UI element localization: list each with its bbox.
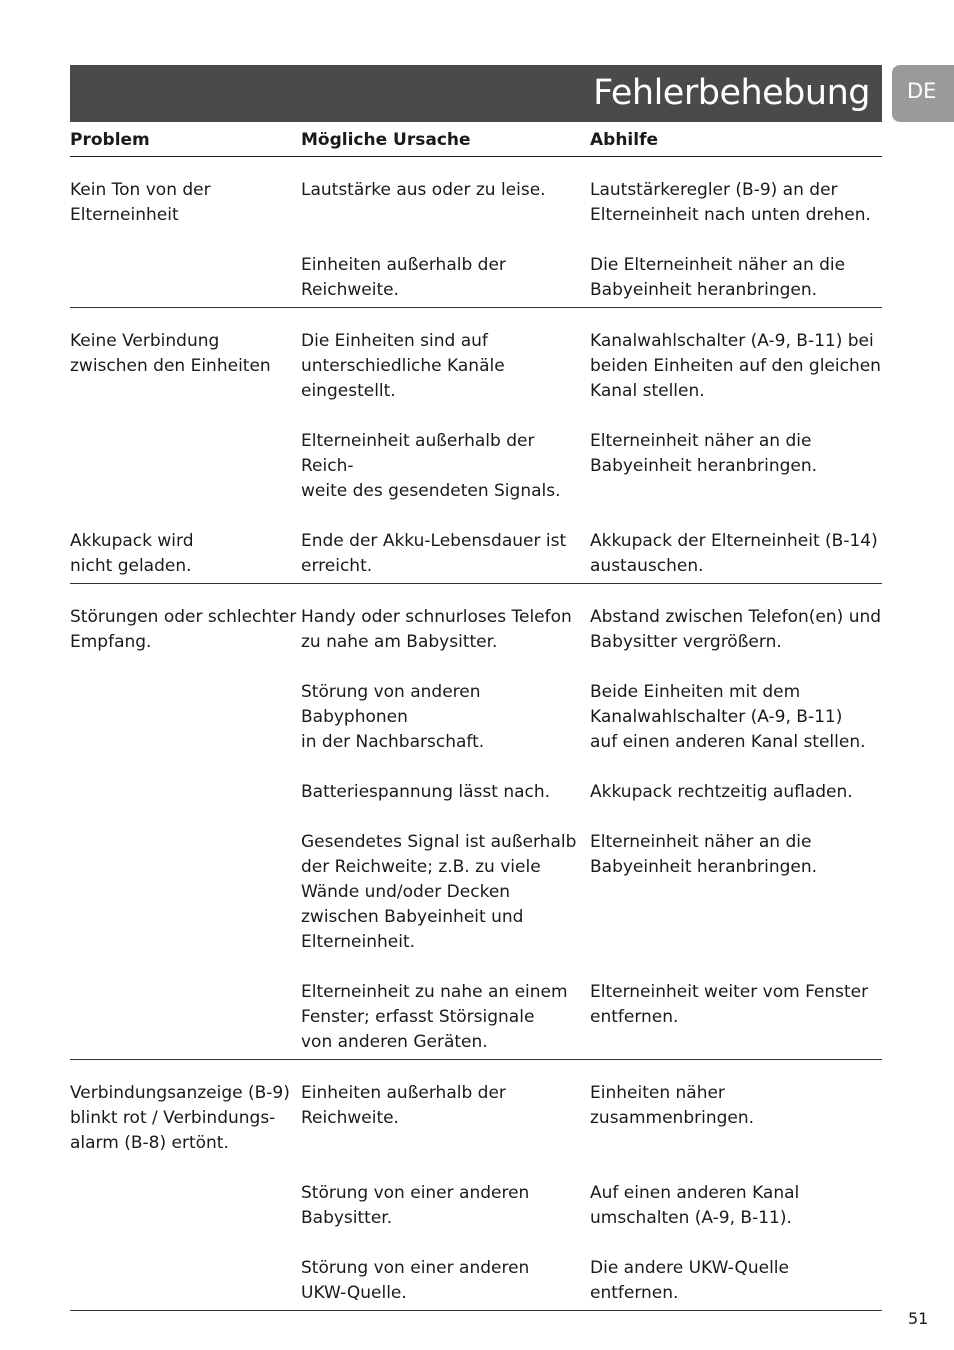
remedy-cell: Beide Einheiten mit dem Kanalwahlschalter (A-9, B-11) auf einen anderen Kanal stellen. — [590, 682, 866, 752]
cause-cell: Batteriespannung lässt nach. — [301, 782, 551, 802]
cause-cell: Handy oder schnurloses Telefon zu nahe am Babysitter. — [301, 607, 572, 652]
table-row — [70, 830, 882, 980]
remedy-cell: Elterneinheit näher an die Babyeinheit heranbringen. — [590, 832, 818, 877]
problem-cell: Keine Verbindung zwischen den Einheiten — [70, 331, 271, 376]
cause-cell: Gesendetes Signal ist außerhalb der Reichweite; z.B. zu viele Wände und/oder Decken zwischen Babyeinheit und Elterneinheit. — [301, 832, 577, 952]
problem-cell: Akkupack wird nicht geladen. — [70, 531, 194, 576]
table-row-group — [70, 584, 882, 1060]
problem-cell — [70, 253, 301, 303]
table-row — [70, 780, 882, 830]
problem-cell — [70, 1181, 301, 1231]
column-header-remedy: Abhilfe — [590, 130, 659, 150]
remedy-cell: Auf einen anderen Kanal umschalten (A-9, B-11). — [590, 1183, 800, 1228]
cause-cell: Störung von einer anderen UKW-Quelle. — [301, 1258, 530, 1303]
cause-cell: Störung von anderen Babyphonen in der Nachbarschaft. — [301, 682, 485, 752]
table-row — [70, 1081, 882, 1181]
cause-cell: Lautstärke aus oder zu leise. — [301, 180, 546, 200]
cause-cell: Elterneinheit außerhalb der Reich- weite des gesendeten Signals. — [301, 431, 561, 501]
cause-cell: Einheiten außerhalb der Reichweite. — [301, 1083, 506, 1128]
problem-cell: Verbindungsanzeige (B-9) blinkt rot / Verbindungs- alarm (B-8) ertönt. — [70, 1083, 290, 1153]
cause-cell: Elterneinheit zu nahe an einem Fenster; erfasst Störsignale von anderen Geräten. — [301, 982, 568, 1052]
table-header — [70, 128, 882, 157]
remedy-cell: Abstand zwischen Telefon(en) und Babysitter vergrößern. — [590, 607, 882, 652]
remedy-cell: Lautstärkeregler (B-9) an der Elterneinheit nach unten drehen. — [590, 180, 871, 225]
problem-cell — [70, 1256, 301, 1306]
table-body — [70, 157, 882, 1311]
remedy-cell: Akkupack rechtzeitig aufladen. — [590, 782, 853, 802]
troubleshooting-table — [70, 128, 882, 1311]
table-row-group — [70, 1060, 882, 1311]
cause-cell: Einheiten außerhalb der Reichweite. — [301, 255, 506, 300]
remedy-cell: Die Elterneinheit näher an die Babyeinheit heranbringen. — [590, 255, 846, 300]
remedy-cell: Akkupack der Elterneinheit (B-14) austauschen. — [590, 531, 878, 576]
remedy-cell: Einheiten näher zusammenbringen. — [590, 1083, 755, 1128]
table-row — [70, 605, 882, 680]
table-row — [70, 253, 882, 307]
table-row — [70, 980, 882, 1059]
column-header-cause: Mögliche Ursache — [301, 130, 471, 150]
problem-cell: Störungen oder schlechter Empfang. — [70, 607, 297, 652]
problem-cell — [70, 980, 301, 1055]
remedy-cell: Elterneinheit weiter vom Fenster entfernen. — [590, 982, 869, 1027]
table-row — [70, 680, 882, 780]
page-number: 51 — [908, 1309, 929, 1328]
title-bar — [70, 65, 882, 122]
table-row — [70, 529, 882, 583]
table-row-group — [70, 308, 882, 584]
table-row — [70, 329, 882, 429]
remedy-cell: Elterneinheit näher an die Babyeinheit heranbringen. — [590, 431, 818, 476]
language-tab — [892, 65, 954, 122]
remedy-cell: Die andere UKW-Quelle entfernen. — [590, 1258, 789, 1303]
problem-cell — [70, 830, 301, 955]
table-row — [70, 1256, 882, 1310]
language-label: DE — [907, 79, 937, 103]
table-row — [70, 1181, 882, 1256]
column-header-problem: Problem — [70, 130, 150, 150]
table-row — [70, 429, 882, 529]
problem-cell — [70, 780, 301, 805]
cause-cell: Störung von einer anderen Babysitter. — [301, 1183, 530, 1228]
cause-cell: Ende der Akku-Lebensdauer ist erreicht. — [301, 531, 567, 576]
page-title: Fehlerbehebung — [593, 73, 870, 113]
remedy-cell: Kanalwahlschalter (A-9, B-11) bei beiden Einheiten auf den gleichen Kanal stellen. — [590, 331, 881, 401]
problem-cell — [70, 680, 301, 755]
table-row — [70, 178, 882, 253]
table-row-group — [70, 157, 882, 308]
cause-cell: Die Einheiten sind auf unterschiedliche Kanäle eingestellt. — [301, 331, 505, 401]
problem-cell: Kein Ton von der Elterneinheit — [70, 180, 211, 225]
problem-cell — [70, 429, 301, 504]
